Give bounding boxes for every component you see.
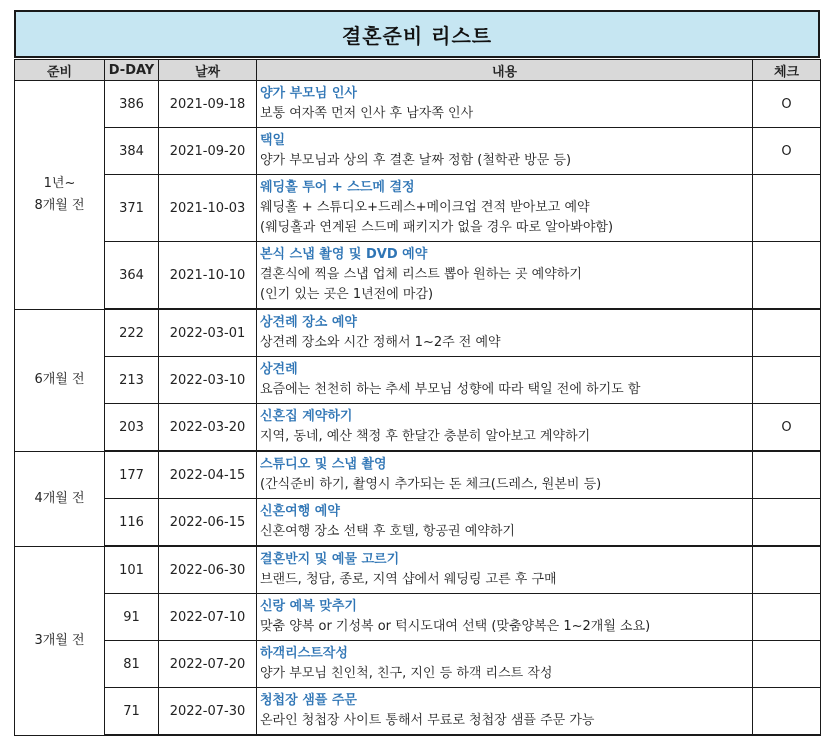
dday-cell: 222 xyxy=(105,309,159,357)
table-row xyxy=(15,688,821,736)
table-row xyxy=(15,128,821,175)
date-cell: 2022-04-15 xyxy=(159,451,257,499)
check-cell xyxy=(753,641,821,688)
dday-cell: 81 xyxy=(105,641,159,688)
date-cell: 2022-06-15 xyxy=(159,499,257,547)
item-description: 요즘에는 천천히 하는 추세 부모님 성향에 따라 택일 전에 하기도 함 xyxy=(260,382,641,397)
date-cell: 2021-09-20 xyxy=(159,128,257,175)
table-row xyxy=(15,81,821,128)
content-cell xyxy=(257,357,753,404)
date-cell: 2022-07-20 xyxy=(159,641,257,688)
date-cell: 2022-07-10 xyxy=(159,594,257,641)
date-cell: 2022-07-30 xyxy=(159,688,257,736)
item-title: 신혼여행 예약 xyxy=(260,504,340,519)
item-description: 결혼식에 찍을 스냅 업체 리스트 뽑아 원하는 곳 예약하기 xyxy=(260,267,582,282)
item-title: 청첩장 샘플 주문 xyxy=(260,693,357,708)
item-title: 상견례 장소 예약 xyxy=(260,315,357,330)
content-cell xyxy=(257,499,753,547)
table-row xyxy=(15,546,821,594)
check-cell xyxy=(753,546,821,594)
dday-cell: 101 xyxy=(105,546,159,594)
table-row xyxy=(15,404,821,452)
prep-period-cell: 4개월 전 xyxy=(15,451,105,546)
content-cell xyxy=(257,81,753,128)
content-cell xyxy=(257,309,753,357)
item-description: 맞춤 양복 or 기성복 or 턱시도대여 선택 (맞춤양복은 1~2개월 소요) xyxy=(260,619,651,634)
date-cell: 2022-03-10 xyxy=(159,357,257,404)
header-check: 체크 xyxy=(753,60,821,81)
check-cell xyxy=(753,451,821,499)
dday-cell: 371 xyxy=(105,175,159,242)
item-description: 양가 부모님 친인척, 친구, 지인 등 하객 리스트 작성 xyxy=(260,666,553,681)
item-title: 결혼반지 및 예물 고르기 xyxy=(260,552,400,567)
item-title: 신혼집 계약하기 xyxy=(260,409,353,424)
item-description: 브랜드, 청담, 종로, 지역 샵에서 웨딩링 고른 후 구매 xyxy=(260,572,557,587)
date-cell: 2021-10-10 xyxy=(159,242,257,310)
table-row xyxy=(15,641,821,688)
item-title: 양가 부모님 인사 xyxy=(260,86,357,101)
content-cell xyxy=(257,175,753,242)
checklist-table xyxy=(14,59,821,736)
item-title: 신랑 예복 맞추기 xyxy=(260,599,357,614)
content-cell xyxy=(257,451,753,499)
dday-cell: 213 xyxy=(105,357,159,404)
check-cell xyxy=(753,357,821,404)
item-description: 상견례 장소와 시간 정해서 1~2주 전 예약 xyxy=(260,335,501,350)
dday-cell: 71 xyxy=(105,688,159,736)
content-cell xyxy=(257,546,753,594)
item-description: (웨딩홀과 연계된 스드메 패키지가 없을 경우 따로 알아봐야함) xyxy=(260,220,614,235)
table-row xyxy=(15,451,821,499)
item-description: 신혼여행 장소 선택 후 호텔, 항공권 예약하기 xyxy=(260,524,515,539)
checklist-document xyxy=(14,10,820,736)
item-description: (인기 있는 곳은 1년전에 마감) xyxy=(260,287,434,302)
check-cell xyxy=(753,309,821,357)
check-cell: O xyxy=(753,404,821,452)
dday-cell: 116 xyxy=(105,499,159,547)
date-cell: 2022-03-01 xyxy=(159,309,257,357)
check-cell xyxy=(753,499,821,547)
item-title: 본식 스냅 촬영 및 DVD 예약 xyxy=(260,247,428,262)
dday-cell: 384 xyxy=(105,128,159,175)
item-description: 보통 여자쪽 먼저 인사 후 남자쪽 인사 xyxy=(260,106,474,121)
item-title: 하객리스트작성 xyxy=(260,646,348,661)
content-cell xyxy=(257,404,753,452)
table-row xyxy=(15,499,821,547)
check-cell: O xyxy=(753,81,821,128)
content-cell xyxy=(257,242,753,310)
dday-cell: 364 xyxy=(105,242,159,310)
content-cell xyxy=(257,688,753,736)
content-cell xyxy=(257,594,753,641)
check-cell xyxy=(753,175,821,242)
table-row xyxy=(15,175,821,242)
header-content: 내용 xyxy=(257,60,753,81)
check-cell xyxy=(753,688,821,736)
date-cell: 2021-10-03 xyxy=(159,175,257,242)
header-prep: 준비 xyxy=(15,60,105,81)
header-dday: D-DAY xyxy=(105,60,159,81)
content-cell xyxy=(257,128,753,175)
dday-cell: 203 xyxy=(105,404,159,452)
item-description: 양가 부모님과 상의 후 결혼 날짜 정함 (철학관 방문 등) xyxy=(260,153,572,168)
dday-cell: 386 xyxy=(105,81,159,128)
item-title: 택일 xyxy=(260,133,286,148)
date-cell: 2022-03-20 xyxy=(159,404,257,452)
table-row xyxy=(15,309,821,357)
page-title: 결혼준비 리스트 xyxy=(14,10,820,58)
dday-cell: 177 xyxy=(105,451,159,499)
header-date: 날짜 xyxy=(159,60,257,81)
check-cell xyxy=(753,594,821,641)
prep-period-cell: 3개월 전 xyxy=(15,546,105,735)
dday-cell: 91 xyxy=(105,594,159,641)
item-description: (간식준비 하기, 촬영시 추가되는 돈 체크(드레스, 원본비 등) xyxy=(260,477,602,492)
check-cell: O xyxy=(753,128,821,175)
item-title: 웨딩홀 투어 + 스드메 결정 xyxy=(260,180,415,195)
table-row xyxy=(15,242,821,310)
check-cell xyxy=(753,242,821,310)
item-description: 지역, 동네, 예산 책정 후 한달간 충분히 알아보고 계약하기 xyxy=(260,429,591,444)
prep-period-cell: 1년~ 8개월 전 xyxy=(15,81,105,310)
item-title: 스튜디오 및 스냅 촬영 xyxy=(260,457,387,472)
table-row xyxy=(15,594,821,641)
table-row xyxy=(15,357,821,404)
content-cell xyxy=(257,641,753,688)
item-title: 상견례 xyxy=(260,362,298,377)
item-description: 온라인 청첩장 사이트 통해서 무료로 청첩장 샘플 주문 가능 xyxy=(260,713,595,728)
header-row xyxy=(15,60,821,81)
date-cell: 2022-06-30 xyxy=(159,546,257,594)
item-description: 웨딩홀 + 스튜디오+드레스+메이크업 견적 받아보고 예약 xyxy=(260,200,590,215)
date-cell: 2021-09-18 xyxy=(159,81,257,128)
prep-period-cell: 6개월 전 xyxy=(15,309,105,451)
